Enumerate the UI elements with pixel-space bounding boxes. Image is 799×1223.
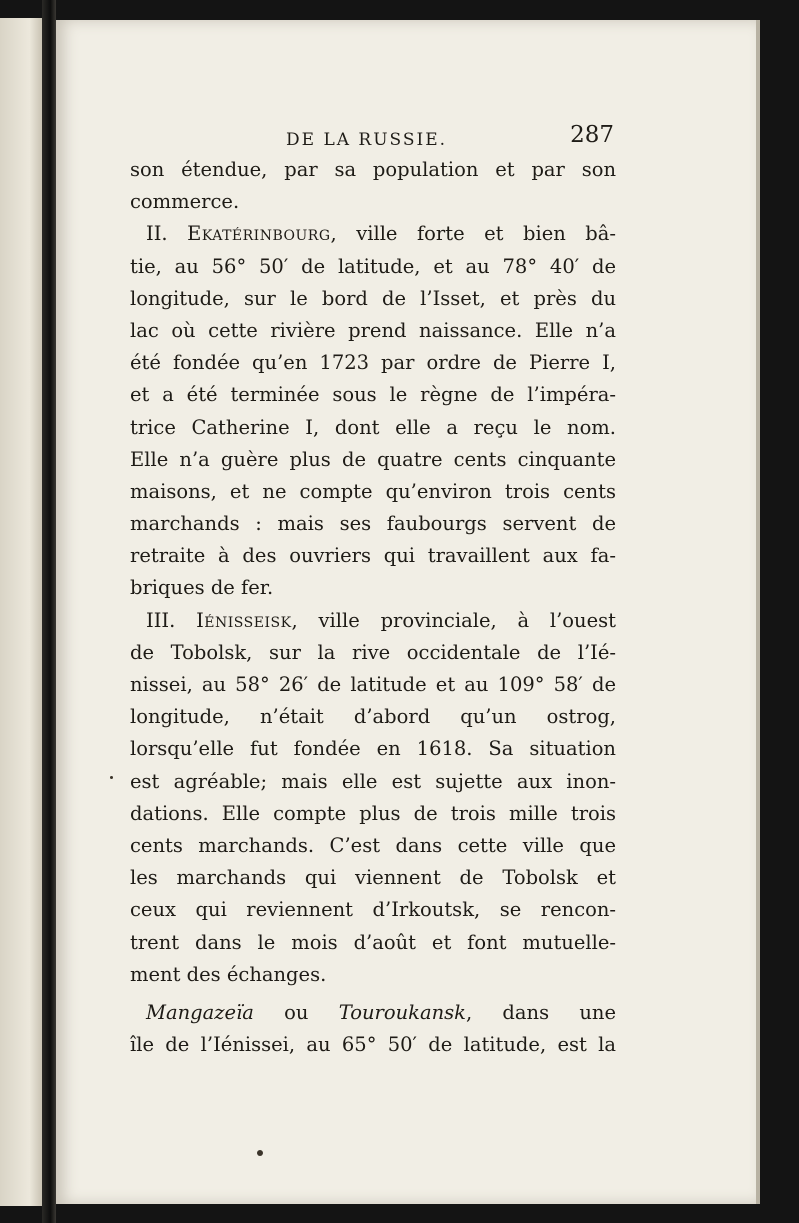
text-line bbox=[130, 997, 616, 1029]
ink-speck bbox=[257, 1150, 263, 1156]
ink-speck bbox=[110, 776, 113, 779]
text-line: lorsqu’elle fut fondée en 1618. Sa situation bbox=[130, 737, 616, 761]
text-line: Elle n’a guère plus de quatre cents cinquante bbox=[130, 447, 616, 471]
text-line: son étendue, par sa population et par son bbox=[130, 158, 616, 181]
text-line: cents marchands. C’est dans cette ville que bbox=[130, 833, 616, 857]
text-line: ment des échanges. bbox=[130, 962, 327, 986]
text-line bbox=[130, 605, 616, 637]
text-line: été fondée qu’en 1723 par ordre de Pierre I, bbox=[130, 351, 616, 375]
line-text: , ville provinciale, à l’ouest bbox=[291, 608, 616, 632]
text-line: retraite à des ouvriers qui travaillent aux fa- bbox=[130, 544, 616, 568]
place-name: Touroukansk bbox=[338, 1000, 466, 1024]
book-gutter bbox=[42, 0, 56, 1223]
text-line: tie, au 56° 50′ de latitude, et au 78° 40′ de bbox=[130, 254, 616, 278]
text-line: longitude, sur le bord de l’Isset, et près du bbox=[130, 286, 616, 310]
line-text: , dans une bbox=[465, 1000, 616, 1024]
text-line: île de l’Iénissei, au 65° 50′ de latitude, est la bbox=[130, 1033, 616, 1057]
line-text: ou bbox=[253, 1000, 339, 1024]
text-line: ceux qui reviennent d’Irkoutsk, se rencon- bbox=[130, 898, 616, 922]
text-line: nissei, au 58° 26′ de latitude et au 109° 58′ de bbox=[130, 673, 616, 696]
text-line: lac où cette rivière prend naissance. Elle n’a bbox=[130, 318, 616, 342]
section-number: II. bbox=[146, 222, 188, 246]
text-line: commerce. bbox=[130, 190, 240, 214]
text-line: et a été terminée sous le règne de l’impéra- bbox=[130, 383, 616, 407]
text-line: est agréable; mais elle est sujette aux inon- bbox=[130, 769, 616, 793]
text-line: les marchands qui viennent de Tobolsk et bbox=[130, 866, 616, 890]
text-line: maisons, et ne compte qu’environ trois cents bbox=[130, 479, 616, 503]
running-title: DE LA RUSSIE. bbox=[286, 130, 448, 150]
place-name: Iénisseisk bbox=[196, 608, 292, 632]
place-name: Mangazeïa bbox=[146, 1000, 254, 1024]
running-header bbox=[56, 118, 756, 158]
text-line: briques de fer. bbox=[130, 576, 274, 600]
text-line bbox=[130, 218, 616, 250]
text-line: de Tobolsk, sur la rive occidentale de l’Ié- bbox=[130, 640, 616, 664]
page-fore-edge bbox=[756, 20, 760, 1204]
text-line: longitude, n’était d’abord qu’un ostrog, bbox=[130, 705, 616, 729]
body-text bbox=[130, 154, 616, 1061]
section-number: III. bbox=[146, 608, 197, 632]
text-line: trice Catherine I, dont elle a reçu le nom. bbox=[130, 415, 616, 439]
page-number: 287 bbox=[570, 122, 614, 148]
page bbox=[56, 20, 756, 1204]
facing-page-edge bbox=[0, 18, 42, 1206]
text-line: trent dans le mois d’août et font mutuelle- bbox=[130, 930, 616, 954]
text-line: marchands : mais ses faubourgs servent de bbox=[130, 512, 616, 536]
line-text: , ville forte et bien bâ- bbox=[330, 222, 616, 246]
text-line: dations. Elle compte plus de trois mille trois bbox=[130, 801, 616, 825]
place-name: Ekatérinbourg bbox=[187, 222, 331, 246]
